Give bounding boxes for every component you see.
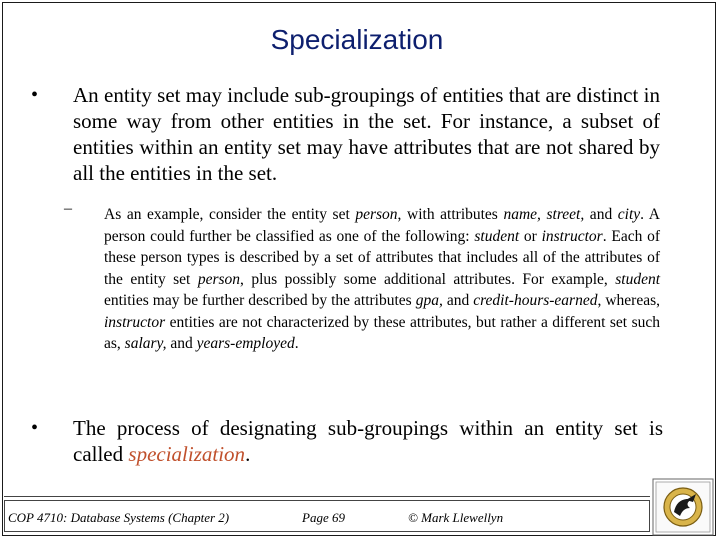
footer-author: © Mark Llewellyn [408, 510, 504, 525]
specialization-term: specialization [128, 442, 246, 466]
sub-bullet-marker: – [64, 200, 72, 217]
footer [4, 496, 650, 536]
sub-bullet-1-text: As an example, consider the entity set person, with attributes name, street, and city. A person could further be classified as one of the following: student or instructor. Each of these person types is described by a set of attributes that includes all of the attributes of the entity set person, plus possibly some additional attributes. For example, student entities may be further described by the attributes gpa, and credit-hours-earned, whereas, instructor entities are not characterized by these attributes, but rather a different set such as, salary, and years-employed. [104, 206, 661, 352]
bullet-marker: • [31, 84, 39, 106]
bullet-2-text: The process of designating sub-groupings within an entity set is called specialization. [73, 416, 663, 466]
footer-course: COP 4710: Database Systems (Chapter 2) [8, 510, 230, 525]
ucf-pegasus-logo-icon [652, 478, 714, 536]
bullet-marker: • [31, 417, 39, 439]
footer-divider [4, 496, 650, 497]
slide-title: Specialization [270, 24, 444, 55]
footer-page-number: Page 69 [302, 510, 345, 525]
bullet-1-text: An entity set may include sub-groupings of entities that are distinct in some way from other entities in the set. For instance, a subset of entities within an entity set may have attributes that are not shared by all the entities in the set. [73, 83, 660, 185]
